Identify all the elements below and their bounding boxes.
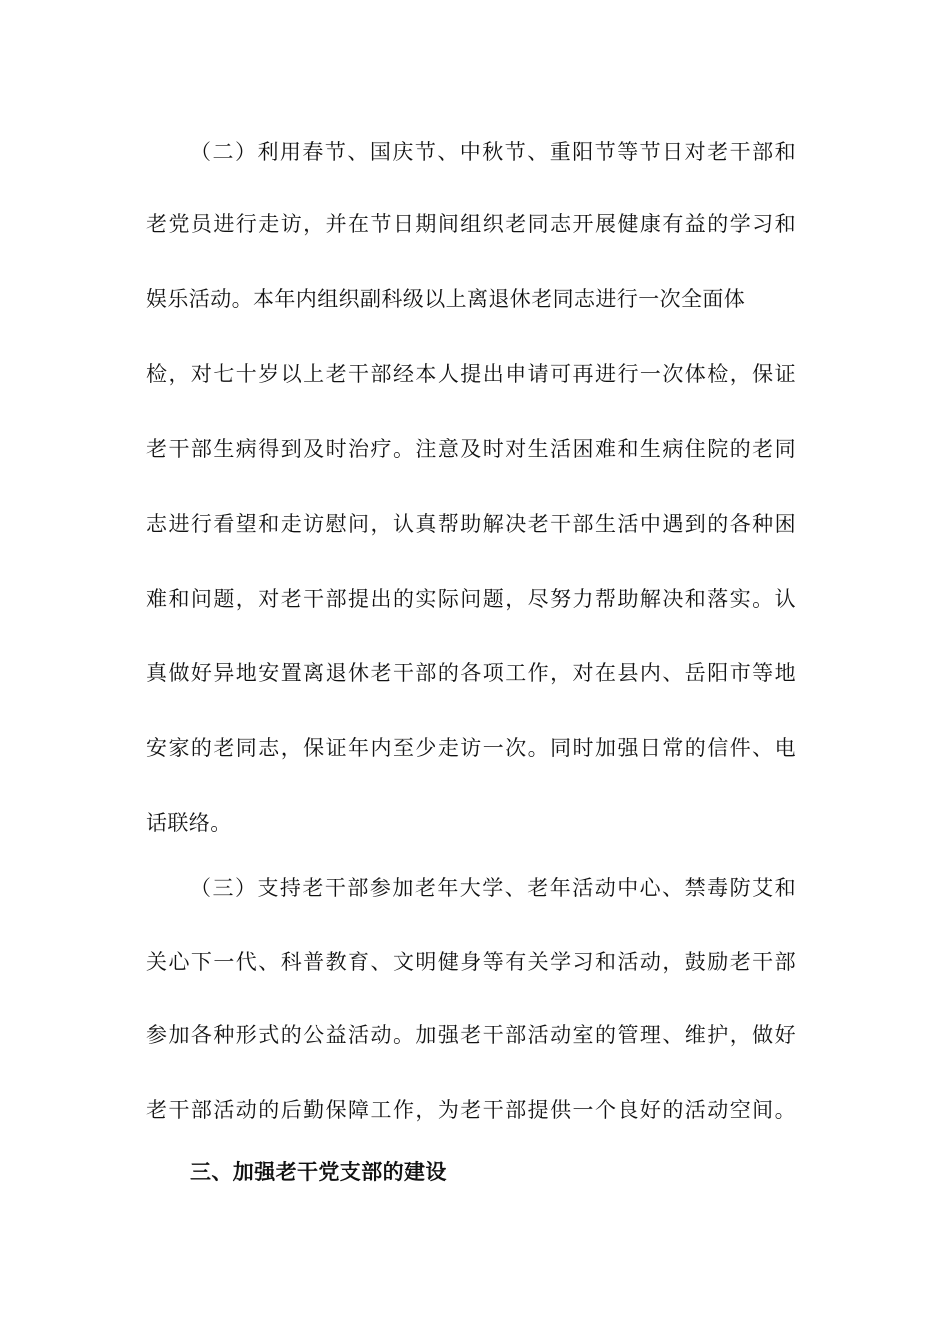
paragraph-2-line-2: 老党员进行走访，并在节日期间组织老同志开展健康有益的学习和 — [146, 212, 796, 236]
paragraph-3-line-2: 关心下一代、科普教育、文明健身等有关学习和活动，鼓励老干部 — [146, 950, 796, 974]
paragraph-2-line-1: （二）利用春节、国庆节、中秋节、重阳节等节日对老干部和 — [190, 140, 796, 164]
paragraph-2-line-7: 难和问题，对老干部提出的实际问题，尽努力帮助解决和落实。认 — [146, 587, 796, 611]
paragraph-2-line-4: 检，对七十岁以上老干部经本人提出申请可再进行一次体检，保证 — [146, 362, 796, 386]
paragraph-2-line-8: 真做好异地安置离退休老干部的各项工作，对在县内、岳阳市等地 — [146, 661, 796, 685]
section-heading: 三、加强老干党支部的建设 — [190, 1160, 447, 1184]
paragraph-2-line-5: 老干部生病得到及时治疗。注意及时对生活困难和生病住院的老同 — [146, 437, 796, 461]
paragraph-3-line-3: 参加各种形式的公益活动。加强老干部活动室的管理、维护，做好 — [146, 1023, 796, 1047]
paragraph-2-line-6: 志进行看望和走访慰问，认真帮助解决老干部生活中遇到的各种困 — [146, 512, 796, 536]
paragraph-2-line-10: 话联络。 — [146, 811, 232, 835]
paragraph-2-line-9: 安家的老同志，保证年内至少走访一次。同时加强日常的信件、电 — [146, 736, 796, 760]
paragraph-3-line-1: （三）支持老干部参加老年大学、老年活动中心、禁毒防艾和 — [190, 876, 796, 900]
paragraph-2-line-3: 娱乐活动。本年内组织副科级以上离退休老同志进行一次全面体 — [146, 287, 746, 311]
paragraph-3-line-4: 老干部活动的后勤保障工作，为老干部提供一个良好的活动空间。 — [146, 1098, 796, 1122]
